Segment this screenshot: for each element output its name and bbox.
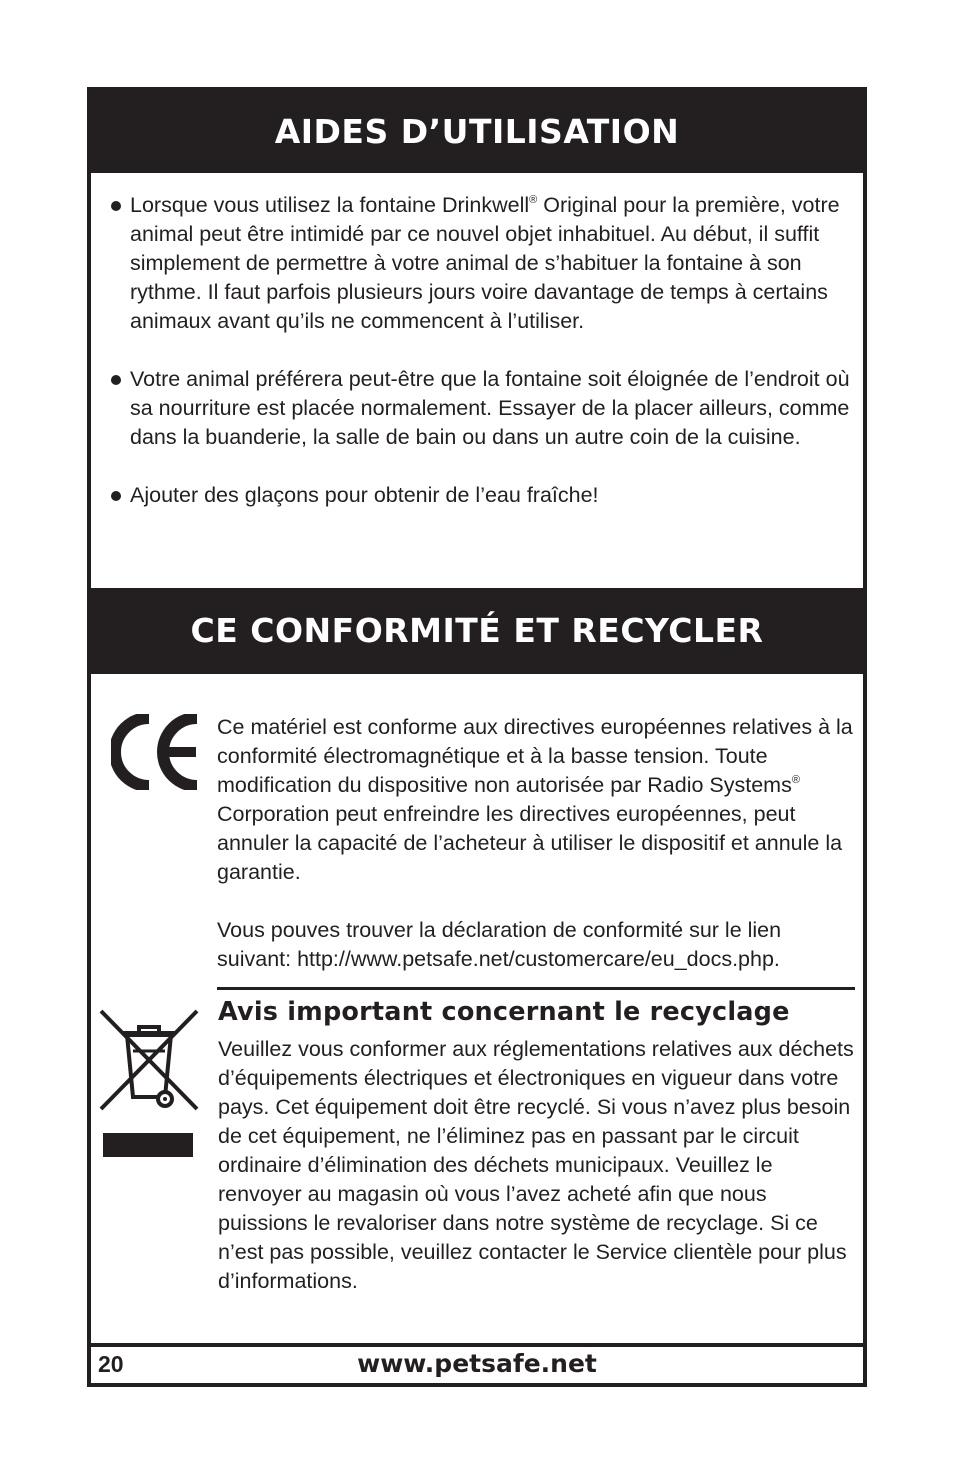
ce-mark-icon bbox=[111, 714, 201, 790]
website-url: www.petsafe.net bbox=[357, 1349, 597, 1378]
tip-text: Ajouter des glaçons pour obtenir de l’eau fraîche! bbox=[130, 483, 599, 507]
page-number: 20 bbox=[98, 1351, 124, 1377]
recycling-heading: Avis important concernant le recyclage bbox=[218, 997, 790, 1027]
ce-text-start: Ce matériel est conforme aux directives européennes relatives à la conformité électromagnétique et à la basse tension. Toute modification du dispositive non autorisée par Radio Systems bbox=[217, 715, 853, 797]
recycling-notice bbox=[218, 995, 858, 1296]
declaration-paragraph: Vous pouves trouver la déclaration de conformité sur le lien suivant: http://www.petsafe.net/customercare/eu_docs.php. bbox=[217, 918, 782, 971]
registered-mark: ® bbox=[791, 774, 800, 786]
tip-text-end: Original pour la première, votre animal peut être intimidé par ce nouvel objet inhabituel. Au début, il suffit simplement de permettre à votre animal de s’habituer la fontaine à son rythme. Il faut parfois plusieurs jours voire davantage de temps à certains animaux avant qu’ils ne commencent à l’utiliser. bbox=[130, 193, 840, 333]
bullet-dot-icon bbox=[111, 375, 121, 385]
ce-conformity-text bbox=[217, 713, 857, 1003]
tip-text: Votre animal préférera peut-être que la fontaine soit éloignée de l’endroit où sa nourriture est placée normalement. Essayer de la placer ailleurs, comme dans la buanderie, la salle de bain ou dans un autre coin de la cuisine. bbox=[130, 367, 850, 449]
bin-underline-bar bbox=[103, 1133, 193, 1157]
footer-divider bbox=[91, 1343, 863, 1347]
page-frame bbox=[87, 87, 867, 1387]
bullet-dot-icon bbox=[111, 201, 121, 211]
registered-mark: ® bbox=[529, 194, 538, 206]
recycling-text: Veuillez vous conformer aux réglementations relatives aux déchets d’équipements électriques et électroniques en vigueur dans votre pays. Cet équipement doit être recyclé. Si vous n’avez plus besoin de cet équipement, ne l’éliminez pas en passant par le circuit ordinaire d’élimination des déchets municipaux. Veuillez le renvoyer au magasin où vous l’avez acheté afin que nous puissions le revaloriser dans notre système de recyclage. Si ce n’est pas possible, veuillez contacter le Service clientèle pour plus d’informations. bbox=[218, 1037, 854, 1293]
divider bbox=[217, 987, 855, 990]
section-title-aides: AIDES D’UTILISATION bbox=[91, 91, 863, 173]
list-item bbox=[111, 481, 851, 510]
ce-text-end: Corporation peut enfreindre les directives européennes, peut annuler la capacité de l’acheteur à utiliser le dispositif et annule la garantie. bbox=[217, 802, 843, 884]
crossed-out-wheelie-bin-icon bbox=[97, 1005, 201, 1115]
list-item bbox=[111, 191, 851, 336]
tip-text-start: Lorsque vous utilisez la fontaine Drinkwell bbox=[130, 193, 530, 217]
ce-paragraph bbox=[217, 713, 857, 887]
bullet-dot-icon bbox=[111, 491, 121, 501]
list-item bbox=[111, 365, 851, 452]
usage-tips-list bbox=[111, 191, 851, 539]
section-title-ce: CE CONFORMITÉ ET RECYCLER bbox=[91, 588, 863, 674]
